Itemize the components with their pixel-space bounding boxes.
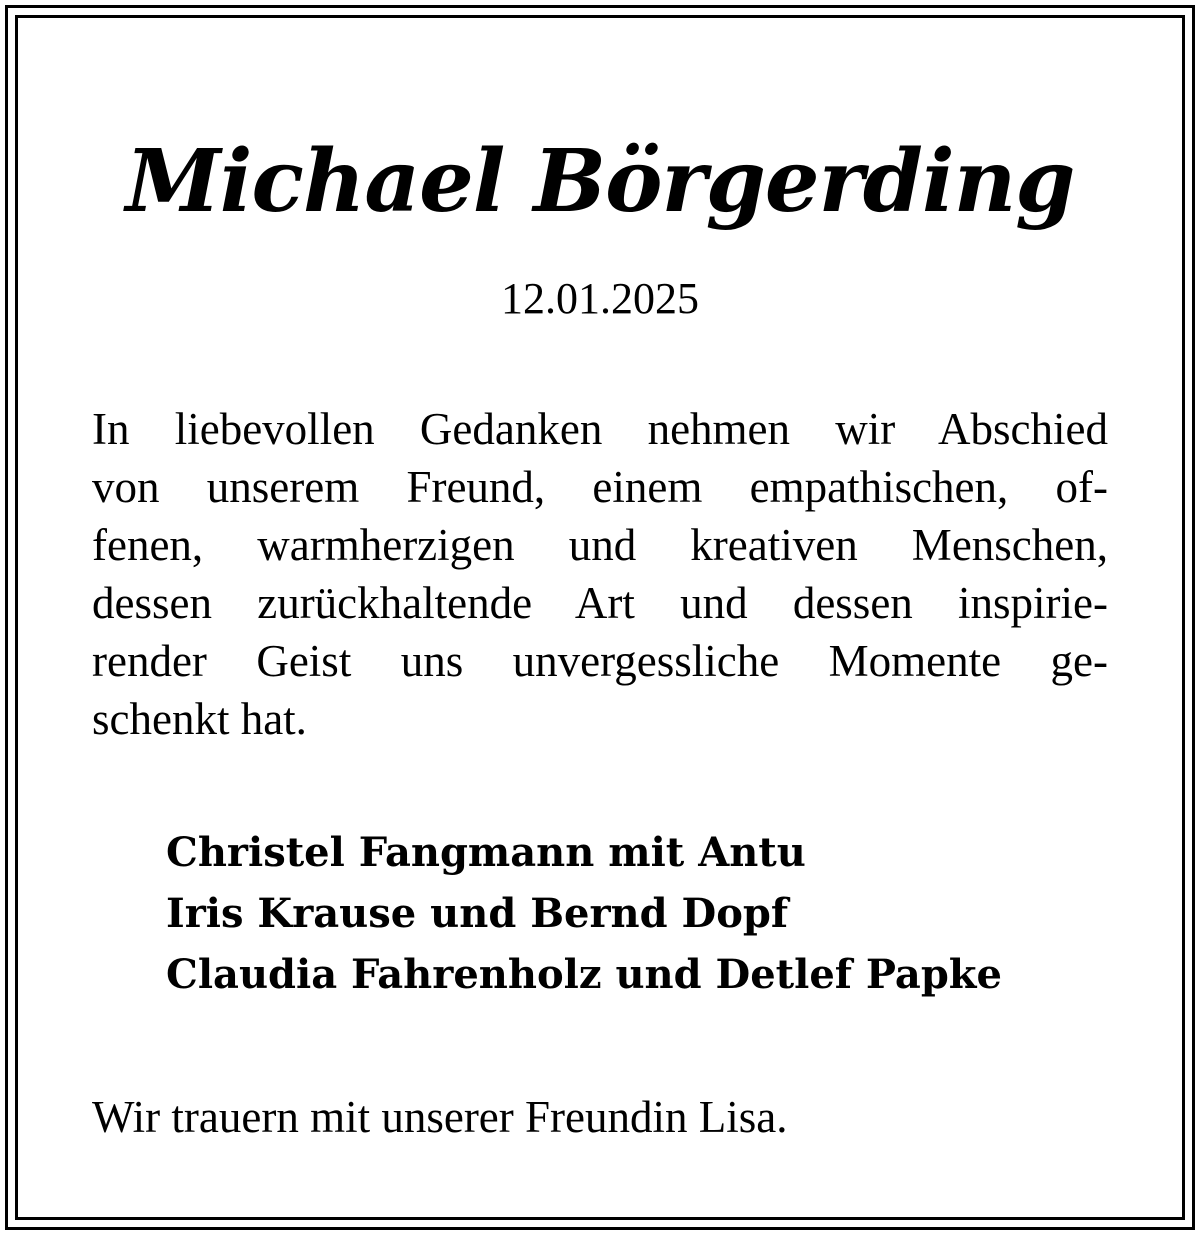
notice-text-line: In liebevollen Gedanken nehmen wir Abschied <box>92 404 1108 454</box>
deceased-name: Michael Börgerding <box>125 131 1075 232</box>
signatory: Claudia Fahrenholz und Detlef Papke <box>166 951 1002 998</box>
signatory: Iris Krause und Bernd Dopf <box>166 890 789 937</box>
signatories <box>166 822 1126 1005</box>
notice-text-line: von unserem Freund, einem empathischen, of- <box>92 462 1108 512</box>
closing-line: Wir trauern mit unserer Freundin Lisa. <box>92 1092 788 1142</box>
notice-text-line: fenen, warmherzigen und kreativen Menschen, <box>92 520 1108 570</box>
signatory: Christel Fangmann mit Antu <box>166 829 806 876</box>
notice-text-line: dessen zurückhaltende Art und dessen inspirie- <box>92 578 1108 628</box>
notice-text-line: schenkt hat. <box>92 694 307 744</box>
notice-text-line: render Geist uns unvergessliche Momente ge- <box>92 636 1108 686</box>
date-of-death: 12.01.2025 <box>501 274 699 323</box>
notice-text <box>92 400 1108 748</box>
